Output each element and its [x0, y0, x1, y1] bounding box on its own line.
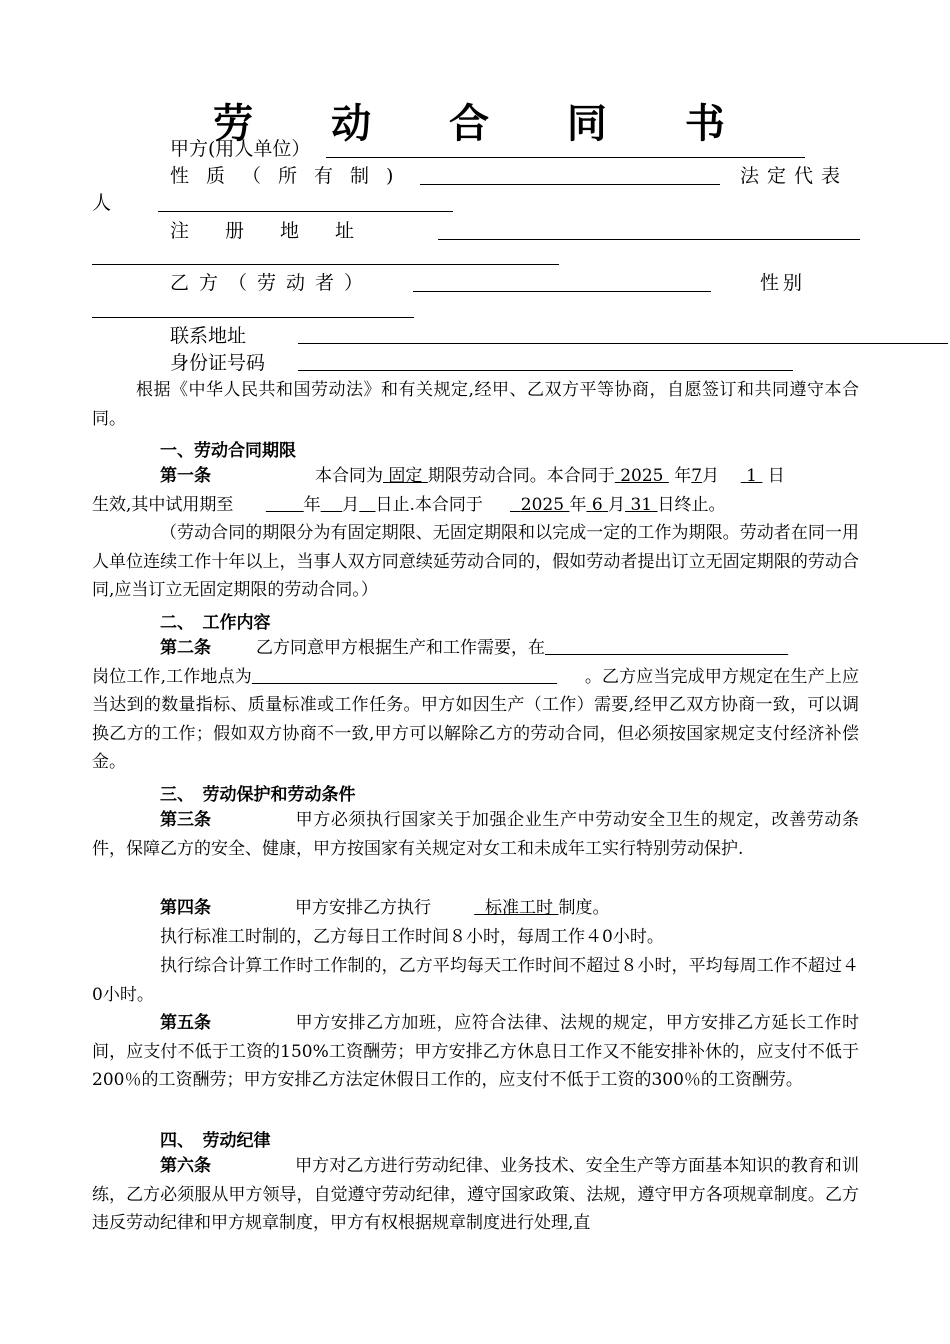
- article-1-text: 本合同为: [315, 466, 383, 486]
- term-type-field[interactable]: 固定: [388, 466, 423, 486]
- end-day-field[interactable]: 31: [630, 494, 653, 515]
- probation-year-field[interactable]: [266, 495, 304, 515]
- article-5: 第五条 甲方安排乙方加班，应符合法律、法规的规定，甲方安排乙方延长工作时间，应支付不低于工资的150%工资酬劳；甲方安排乙方休息日工作又不能安排补休的，应支付不低于200％的工资酬劳；甲方安排乙方法定休假日工作的，应支付不低于工资的300％的工资酬劳。: [92, 1009, 859, 1095]
- article-4-comprehensive: 执行综合计算工作时工作制的，乙方平均每天工作时间不超过８小时，平均每周工作不超过４0小时。: [92, 956, 859, 1005]
- article-1-label: 第一条: [160, 466, 211, 486]
- article-6-label: 第六条: [160, 1156, 211, 1176]
- legal-rep-label-cont: 人: [92, 192, 112, 214]
- start-month-field[interactable]: 7: [691, 466, 703, 486]
- work-hours-system-field[interactable]: 标准工时: [485, 898, 554, 918]
- party-a-label: 甲方(用人单位）: [170, 138, 311, 160]
- nature-line[interactable]: [420, 184, 720, 185]
- end-year-field[interactable]: 2025: [520, 494, 565, 515]
- article-1-text-b: 期限劳动合同。本合同于: [427, 466, 615, 486]
- address-line[interactable]: [438, 239, 860, 240]
- article-4: 第四条 甲方安排乙方执行 标准工时 制度。: [92, 894, 859, 923]
- position-field[interactable]: [545, 638, 788, 658]
- section-heading-protection: 三、 劳动保护和劳动条件: [160, 785, 356, 805]
- section-heading-discipline: 四、 劳动纪律: [160, 1131, 271, 1151]
- section-heading-term: 一、劳动合同期限: [160, 441, 296, 461]
- address-line-cont[interactable]: [92, 264, 559, 265]
- id-number-label: 身份证号码: [170, 352, 266, 374]
- contact-address-label: 联系地址: [170, 325, 247, 347]
- contact-address-line[interactable]: [298, 343, 948, 344]
- article-6: 第六条 甲方对乙方进行劳动纪律、业务技术、安全生产等方面基本知识的教育和训练，乙方必须服从甲方领导，自觉遵守劳动纪律，遵守国家政策、法规，遵守甲方各项规章制度。乙方违反劳动纪律和甲方规章制度，甲方有权根据规章制度进行处理,直: [92, 1152, 859, 1238]
- work-location-field[interactable]: [252, 667, 557, 687]
- probation-text: 生效,其中试用期至: [92, 494, 234, 515]
- article-4-label: 第四条: [160, 898, 211, 918]
- document-title: 劳 动 合 同 书: [213, 101, 757, 147]
- gender-line[interactable]: [92, 317, 414, 318]
- probation-month-field[interactable]: [321, 495, 343, 515]
- party-a-line[interactable]: [326, 157, 805, 158]
- start-day-field[interactable]: 1: [746, 466, 757, 486]
- article-1: 第一条 本合同为 固定 期限劳动合同。本合同于 2025 年7月 1 日 生效,其中试用期至 年 月 日止.本合同于 2025 年 6 月 31 日终止。: [92, 462, 859, 519]
- start-year-field[interactable]: 2025: [620, 466, 664, 486]
- legal-rep-line[interactable]: [158, 211, 453, 212]
- article-2-label: 第二条: [160, 638, 211, 658]
- address-label: 注册地址: [170, 220, 391, 242]
- end-month-field[interactable]: 6: [591, 494, 603, 515]
- article-3: 第三条 甲方必须执行国家关于加强企业生产中劳动安全卫生的规定，改善劳动条件，保障乙方的安全、健康，甲方按国家有关规定对女工和未成年工实行特别劳动保护.: [92, 806, 859, 863]
- article-3-label: 第三条: [160, 810, 211, 830]
- article-4-standard: 执行标准工时制的，乙方每日工作时间８小时，每周工作４0小时。: [160, 927, 664, 947]
- article-1-note: （劳动合同的期限分为有固定期限、无固定期限和以完成一定的工作为期限。劳动者在同一用人单位连续工作十年以上，当事人双方同意续延劳动合同的，假如劳动者提出订立无固定期限的劳动合同,应当订立无固定期限的劳动合同。）: [92, 523, 859, 600]
- intro-paragraph: 根据《中华人民共和国劳动法》和有关规定,经甲、乙双方平等协商，自愿签订和共同遵守本合同。: [92, 380, 859, 429]
- party-b-label: 乙方（劳动者）: [170, 272, 374, 294]
- article-5-label: 第五条: [160, 1013, 211, 1033]
- id-number-line[interactable]: [298, 370, 793, 371]
- probation-day-field[interactable]: [359, 495, 375, 515]
- legal-rep-label: 法定代表: [740, 165, 849, 187]
- article-2: 第二条 乙方同意甲方根据生产和工作需要，在 岗位工作,工作地点为 。乙方应当完成甲方规定在生产上应当达到的数量指标、质量标准或工作任务。甲方如因生产（工作）需要,经甲乙双方协商一致，可以调换乙方的工作；假如双方协商不一致,甲方可以解除乙方的劳动合同，但必须按国家规定支付经济补偿金。: [92, 634, 859, 777]
- gender-label: 性别: [760, 272, 807, 294]
- party-b-line[interactable]: [413, 291, 711, 292]
- nature-label: 性质（所有制): [170, 165, 411, 187]
- section-heading-work: 二、 工作内容: [160, 613, 271, 633]
